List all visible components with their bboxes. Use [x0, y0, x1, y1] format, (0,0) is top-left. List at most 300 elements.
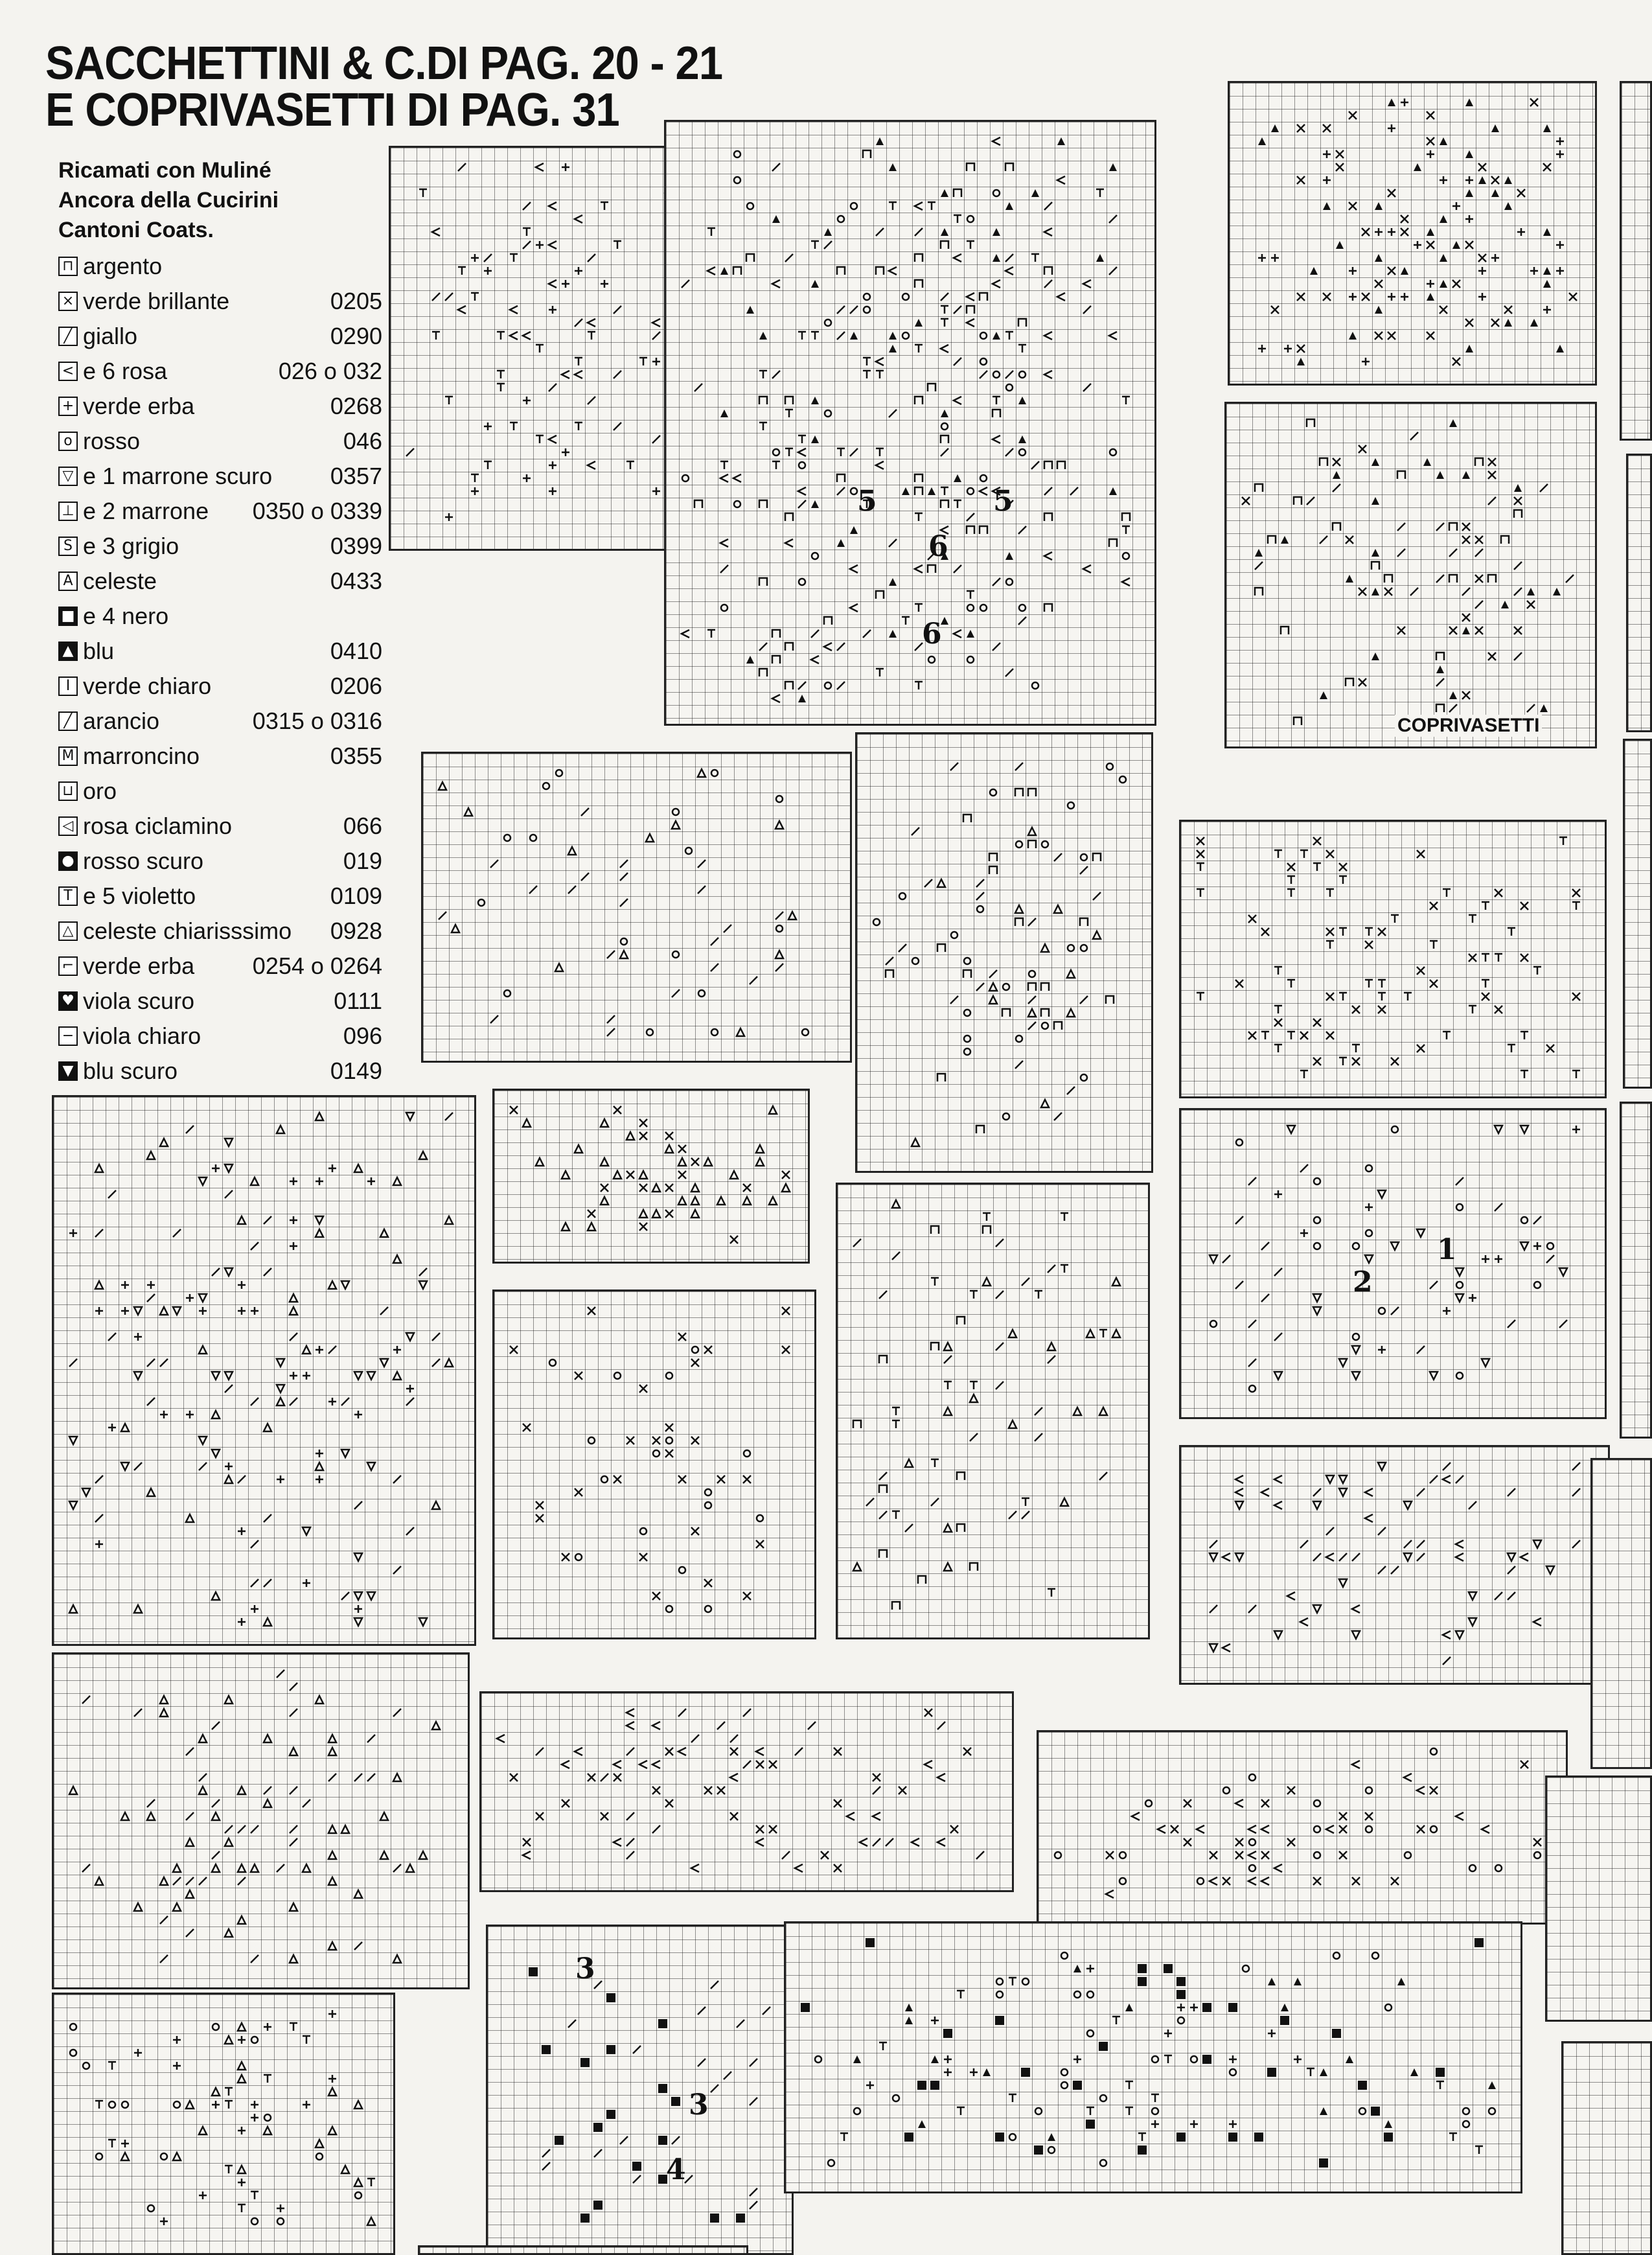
stitch-mark — [238, 1787, 246, 1794]
stitch-mark — [954, 306, 961, 314]
stitch-mark — [1243, 1965, 1249, 1972]
stitch-mark — [354, 1501, 362, 1509]
stitch-mark — [186, 1929, 194, 1937]
stitch-mark — [328, 2088, 336, 2096]
stitch-mark — [1119, 1878, 1126, 1884]
stitch-mark — [1443, 1475, 1451, 1483]
stitch-mark — [1371, 549, 1379, 557]
chart-number: 4 — [666, 2153, 686, 2186]
stitch-mark — [315, 1216, 323, 1224]
legend-color-code: 0109 — [330, 883, 382, 909]
stitch-mark — [173, 1877, 181, 1885]
stitch-mark — [1109, 267, 1117, 275]
stitch-mark — [478, 899, 485, 906]
stitch-mark — [575, 1748, 582, 1755]
stitch-mark — [328, 1281, 336, 1289]
chart-panel-letters — [479, 1691, 1014, 1892]
stitch-mark — [995, 2133, 1004, 2142]
stitch-mark — [1469, 1501, 1476, 1509]
stitch-mark — [931, 1226, 939, 1234]
stitch-mark — [543, 783, 549, 789]
stitch-mark — [1044, 371, 1052, 378]
stitch-mark — [860, 1838, 867, 1846]
stitch-mark — [788, 912, 796, 919]
stitch-mark — [976, 1126, 984, 1133]
stitch-mark — [147, 1488, 155, 1496]
stitch-mark — [1274, 1864, 1282, 1872]
stitch-mark — [1456, 1177, 1463, 1185]
stitch-mark — [1057, 176, 1065, 184]
stitch-mark — [876, 137, 884, 145]
stitch-mark — [905, 1524, 913, 1532]
pattern-wave — [494, 1091, 808, 1262]
stitch-mark — [1352, 1631, 1360, 1639]
stitch-mark — [850, 604, 858, 612]
stitch-mark — [1018, 397, 1026, 404]
stitch-mark — [1495, 1126, 1502, 1133]
stitch-mark — [1546, 1255, 1554, 1263]
stitch-mark — [575, 319, 582, 327]
stitch-mark — [944, 1524, 952, 1532]
stitch-mark — [1176, 1977, 1186, 1986]
chart-panel-vase — [52, 1095, 476, 1646]
stitch-mark — [1436, 575, 1444, 583]
stitch-mark — [328, 1851, 336, 1859]
stitch-mark — [1028, 983, 1036, 991]
legend-symbol-icon: + — [58, 397, 78, 416]
stitch-mark — [876, 228, 884, 236]
stitch-mark — [1427, 228, 1434, 236]
chart-panel-edge-7 — [1561, 2041, 1652, 2255]
stitch-mark — [1261, 1294, 1269, 1302]
stitch-mark — [773, 449, 779, 456]
stitch-mark — [886, 1838, 893, 1846]
stitch-mark — [1514, 510, 1522, 518]
stitch-mark — [1365, 1488, 1373, 1496]
stitch-mark — [1436, 678, 1444, 686]
stitch-mark — [1449, 549, 1457, 557]
stitch-mark — [850, 306, 858, 314]
stitch-mark — [1061, 2082, 1068, 2088]
stitch-mark — [1112, 1330, 1120, 1337]
stitch-mark — [776, 796, 783, 802]
stitch-mark — [1443, 1631, 1451, 1639]
chart-number: 5 — [993, 485, 1013, 518]
stitch-mark — [549, 202, 556, 210]
stitch-mark — [1410, 432, 1418, 440]
stitch-mark — [1248, 1877, 1256, 1885]
stitch-mark — [889, 163, 897, 171]
stitch-mark — [406, 1527, 414, 1535]
stitch-mark — [1044, 461, 1052, 469]
stitch-mark — [1307, 419, 1314, 427]
stitch-mark — [837, 682, 845, 689]
stitch-mark — [937, 1774, 945, 1781]
stitch-mark — [1456, 1282, 1463, 1288]
stitch-mark — [504, 835, 511, 841]
stitch-mark — [694, 500, 702, 508]
stitch-mark — [672, 989, 680, 997]
stitch-mark — [772, 280, 780, 288]
stitch-mark — [593, 2201, 602, 2210]
stitch-mark — [147, 1799, 155, 1807]
stitch-mark — [1100, 2095, 1107, 2101]
stitch-mark — [1333, 484, 1340, 492]
stitch-mark — [1514, 562, 1522, 570]
stitch-mark — [1465, 345, 1473, 353]
stitch-mark — [328, 1346, 336, 1354]
stitch-mark — [1353, 1334, 1359, 1340]
stitch-mark — [1300, 1618, 1308, 1626]
stitch-mark — [640, 1528, 647, 1534]
stitch-mark — [1352, 1372, 1360, 1380]
stitch-mark — [1073, 1407, 1081, 1415]
stitch-mark — [1073, 1965, 1081, 1972]
stitch-mark — [1235, 1488, 1243, 1496]
stitch-mark — [264, 1424, 271, 1431]
stitch-mark — [996, 1978, 1003, 1985]
stitch-mark — [96, 2153, 102, 2160]
stitch-mark — [1261, 1825, 1269, 1833]
stitch-mark — [1080, 996, 1088, 1004]
stitch-mark — [1553, 588, 1561, 596]
stitch-mark — [1054, 1113, 1062, 1120]
stitch-mark — [251, 1540, 258, 1548]
stitch-mark — [432, 1722, 440, 1729]
stitch-mark — [510, 306, 518, 314]
stitch-mark — [957, 1524, 965, 1532]
stitch-mark — [1495, 1203, 1502, 1211]
stitch-mark — [607, 951, 615, 958]
legend-symbol-icon: ▽ — [58, 467, 78, 486]
stitch-mark — [354, 1618, 362, 1626]
stitch-mark — [672, 821, 680, 829]
stitch-mark — [824, 617, 832, 625]
legend-row — [58, 844, 382, 879]
stitch-mark — [1572, 1463, 1580, 1470]
stitch-mark — [555, 2136, 564, 2145]
stitch-mark — [225, 1372, 233, 1380]
chart-panel-bears — [1037, 1730, 1568, 1925]
stitch-mark — [568, 2020, 576, 2028]
stitch-mark — [315, 2140, 323, 2147]
stitch-mark — [1028, 1009, 1036, 1017]
stitch-mark — [743, 1761, 751, 1768]
stitch-mark — [682, 280, 689, 288]
stitch-mark — [1449, 523, 1457, 531]
stitch-mark — [445, 1216, 453, 1224]
stitch-mark — [1016, 841, 1022, 848]
stitch-mark — [432, 1359, 440, 1367]
stitch-mark — [393, 1774, 401, 1781]
stitch-mark — [290, 1683, 297, 1691]
stitch-mark — [705, 1489, 711, 1496]
stitch-mark — [1527, 588, 1535, 596]
stitch-mark — [1009, 1511, 1016, 1519]
stitch-mark — [1109, 539, 1117, 547]
stitch-mark — [225, 1190, 233, 1198]
stitch-mark — [303, 1527, 310, 1535]
stitch-mark — [1417, 1553, 1425, 1561]
stitch-mark — [160, 1307, 168, 1315]
stitch-mark — [607, 1028, 615, 1036]
stitch-mark — [380, 1229, 388, 1237]
stitch-mark — [432, 1501, 440, 1509]
stitch-mark — [95, 1229, 103, 1237]
stitch-mark — [1280, 2016, 1289, 2025]
stitch-mark — [980, 293, 987, 301]
chart-panel-butterfly — [1179, 820, 1607, 1098]
stitch-mark — [1414, 163, 1421, 171]
stitch-mark — [1005, 202, 1013, 210]
stitch-mark — [620, 2136, 628, 2144]
legend-symbol-icon: ╱ — [58, 327, 78, 346]
stitch-mark — [212, 2088, 220, 2096]
stitch-mark — [647, 1029, 653, 1035]
stitch-mark — [812, 553, 818, 559]
stitch-mark — [530, 835, 536, 841]
stitch-mark — [737, 1028, 744, 1036]
stitch-mark — [121, 2153, 129, 2160]
chart-panel-coprivasetti — [1224, 402, 1597, 748]
stitch-mark — [1016, 1035, 1022, 1042]
stitch-mark — [1410, 588, 1418, 596]
stitch-mark — [889, 345, 897, 353]
stitch-mark — [1176, 1990, 1186, 1999]
stitch-mark — [756, 1145, 764, 1153]
stitch-mark — [1287, 1126, 1295, 1133]
stitch-mark — [772, 215, 780, 223]
stitch-mark — [1371, 458, 1379, 466]
stitch-mark — [886, 970, 893, 978]
stitch-mark — [1371, 653, 1379, 660]
stitch-mark — [1210, 1321, 1217, 1327]
pattern-flowers — [54, 1995, 393, 2253]
color-legend — [58, 156, 382, 1089]
stitch-mark — [989, 866, 997, 874]
stitch-mark — [1093, 892, 1101, 900]
stitch-mark — [225, 1929, 233, 1937]
stitch-mark — [1057, 461, 1065, 469]
stitch-mark — [1083, 384, 1091, 391]
stitch-mark — [1417, 1488, 1425, 1496]
stitch-mark — [1520, 1126, 1528, 1133]
stitch-mark — [380, 1359, 388, 1367]
stitch-mark — [1353, 1243, 1359, 1249]
stitch-mark — [186, 1877, 194, 1885]
stitch-mark — [620, 899, 628, 907]
stitch-mark — [1385, 2004, 1392, 2011]
stitch-mark — [121, 1424, 129, 1431]
stitch-mark — [549, 1359, 556, 1366]
stitch-mark — [393, 1955, 401, 1963]
stitch-mark — [980, 358, 987, 365]
stitch-mark — [1028, 996, 1036, 1004]
stitch-mark — [134, 1372, 142, 1380]
legend-color-name: viola chiaro — [83, 1023, 201, 1049]
stitch-mark — [1572, 1488, 1580, 1496]
chart-number: 6 — [928, 530, 948, 563]
stitch-mark — [212, 1864, 220, 1872]
stitch-mark — [1274, 1268, 1282, 1276]
legend-color-code: 0350 o 0339 — [252, 498, 382, 524]
stitch-mark — [601, 1476, 608, 1483]
stitch-mark — [1384, 2120, 1392, 2128]
stitch-mark — [889, 410, 897, 417]
stitch-mark — [575, 371, 582, 378]
stitch-mark — [1032, 682, 1038, 689]
stitch-mark — [1417, 1787, 1425, 1794]
stitch-mark — [837, 267, 845, 275]
legend-color-name: e 6 rosa — [83, 358, 168, 384]
stitch-mark — [837, 487, 845, 495]
stitch-mark — [354, 1592, 362, 1600]
stitch-mark — [536, 1158, 544, 1166]
stitch-mark — [837, 306, 845, 314]
stitch-mark — [264, 1787, 271, 1794]
stitch-mark — [967, 488, 974, 494]
stitch-mark — [1297, 358, 1305, 365]
legend-symbol-icon: ■ — [58, 607, 78, 626]
stitch-mark — [341, 1592, 349, 1600]
stitch-mark — [1028, 827, 1036, 835]
pattern-swan — [54, 1654, 468, 1987]
stitch-mark — [1514, 484, 1522, 492]
stitch-mark — [1543, 267, 1551, 275]
stitch-mark — [1543, 280, 1551, 288]
legend-row — [58, 459, 382, 494]
stitch-mark — [1018, 435, 1026, 443]
stitch-mark — [1255, 484, 1263, 492]
stitch-mark — [950, 763, 958, 770]
stitch-mark — [943, 2029, 952, 2038]
stitch-mark — [1015, 905, 1023, 913]
stitch-mark — [212, 1851, 220, 1859]
stitch-mark — [1463, 2108, 1469, 2114]
chart-panel-edge-2 — [1626, 454, 1652, 732]
stitch-mark — [251, 1242, 258, 1250]
stitch-mark — [672, 951, 679, 958]
stitch-mark — [873, 1838, 880, 1846]
legend-row — [58, 949, 382, 984]
stitch-mark — [568, 886, 576, 894]
stitch-mark — [1397, 1978, 1405, 1985]
stitch-mark — [963, 815, 971, 822]
stitch-mark — [626, 1851, 634, 1859]
stitch-mark — [799, 579, 805, 585]
stitch-mark — [1397, 471, 1405, 479]
stitch-mark — [879, 1550, 887, 1558]
stitch-mark — [1248, 1359, 1256, 1367]
chart-panel-name — [784, 1921, 1522, 2193]
legend-color-code: 046 — [343, 428, 382, 454]
chart-panel-cake — [664, 120, 1156, 726]
stitch-mark — [1300, 1164, 1308, 1172]
stitch-mark — [707, 267, 715, 275]
stitch-mark — [1326, 1825, 1334, 1833]
stitch-mark — [82, 1488, 90, 1496]
stitch-mark — [1482, 1359, 1489, 1367]
stitch-mark — [277, 1398, 284, 1405]
coprivasetti-label: COPRIVASETTI — [1395, 715, 1542, 737]
chart-panel-edge-6 — [1545, 1775, 1652, 2022]
stitch-mark — [904, 2133, 913, 2142]
stitch-mark — [367, 1372, 375, 1380]
legend-color-name: e 5 violetto — [83, 883, 196, 909]
stitch-mark — [1236, 1139, 1243, 1146]
stitch-mark — [879, 1511, 887, 1519]
stitch-mark — [976, 1851, 984, 1859]
pattern-letters — [481, 1693, 1012, 1890]
stitch-mark — [924, 1761, 932, 1768]
stitch-mark — [1320, 458, 1327, 466]
stitch-mark — [937, 879, 945, 887]
stitch-mark — [1314, 1178, 1320, 1185]
stitch-mark — [776, 925, 783, 932]
stitch-mark — [148, 2205, 154, 2212]
chart-panel-frame — [421, 752, 852, 1063]
stitch-mark — [769, 1106, 777, 1114]
stitch-mark — [367, 1735, 375, 1742]
stitch-mark — [671, 2097, 680, 2106]
stitch-mark — [1520, 1553, 1528, 1561]
stitch-mark — [1210, 1255, 1217, 1263]
stitch-mark — [199, 1437, 207, 1444]
legend-color-name: blu — [83, 638, 115, 664]
stitch-mark — [963, 970, 971, 978]
stitch-mark — [1332, 2029, 1341, 2038]
stitch-mark — [691, 1210, 699, 1218]
legend-intro-line: Ancora della Cucirini — [58, 188, 279, 213]
stitch-mark — [917, 2081, 926, 2090]
stitch-mark — [698, 990, 705, 997]
stitch-mark — [1081, 854, 1087, 861]
stitch-mark — [1123, 553, 1129, 559]
stitch-mark — [328, 1774, 336, 1781]
stitch-mark — [1080, 918, 1088, 926]
stitch-mark — [1366, 1230, 1372, 1236]
chart-panel-edge-5 — [1590, 1458, 1652, 1769]
stitch-mark — [1294, 717, 1302, 725]
stitch-mark — [743, 1709, 751, 1717]
stitch-mark — [1326, 1553, 1334, 1561]
stitch-mark — [1048, 1356, 1055, 1363]
stitch-mark — [1572, 1540, 1580, 1548]
stitch-mark — [759, 578, 767, 586]
stitch-mark — [863, 150, 871, 158]
stitch-mark — [1054, 1022, 1062, 1030]
stitch-mark — [1235, 1216, 1243, 1224]
stitch-mark — [419, 1151, 427, 1159]
stitch-mark — [1349, 332, 1357, 340]
stitch-mark — [772, 163, 780, 171]
stitch-mark — [1287, 1592, 1295, 1600]
stitch-mark — [1031, 189, 1039, 197]
legend-row — [58, 494, 382, 529]
stitch-mark — [838, 216, 844, 222]
pattern-fish — [1181, 1447, 1608, 1683]
legend-color-name: celeste — [83, 568, 157, 594]
stitch-mark — [341, 1450, 349, 1457]
stitch-mark — [199, 2127, 207, 2134]
stitch-mark — [1456, 1372, 1463, 1379]
stitch-mark — [1028, 918, 1036, 926]
stitch-mark — [1106, 1890, 1114, 1898]
stitch-mark — [1022, 1511, 1029, 1519]
legend-color-name: rosso — [83, 428, 141, 454]
stitch-mark — [967, 293, 974, 301]
stitch-mark — [879, 1472, 887, 1480]
